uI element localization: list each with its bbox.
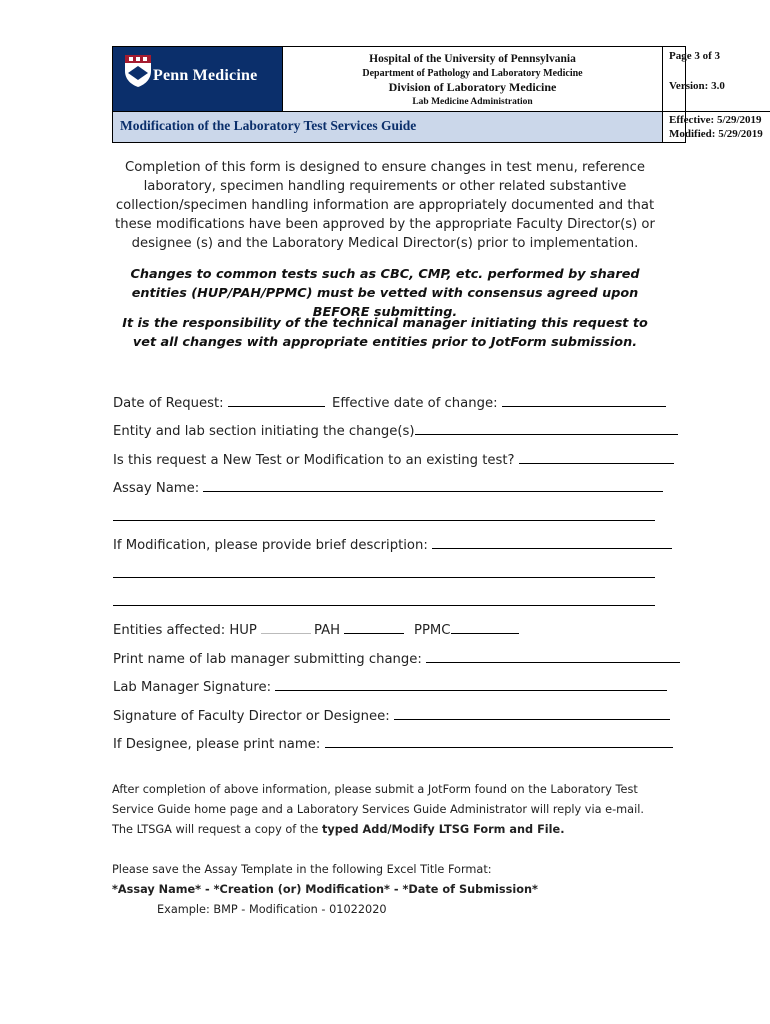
- new-or-modification-field[interactable]: [113, 449, 674, 468]
- pah-line[interactable]: [344, 619, 404, 634]
- date-of-request-label: Date of Request:: [113, 396, 224, 411]
- penn-medicine-logo: [113, 47, 283, 111]
- ppmc-line[interactable]: [451, 619, 519, 634]
- new-or-modification-line[interactable]: [519, 449, 674, 464]
- submission-instructions: [112, 780, 672, 840]
- designee-name-label: If Designee, please print name:: [113, 737, 321, 752]
- modification-description-label: If Modification, please provide brief description:: [113, 538, 428, 553]
- faculty-signature-label: Signature of Faculty Director or Designee:: [113, 709, 390, 724]
- hup-line[interactable]: [261, 619, 311, 634]
- document-title: Modification of the Laboratory Test Services Guide: [120, 118, 417, 133]
- logo-text: Penn Medicine: [153, 67, 258, 84]
- save-line: Please save the Assay Template in the following Excel Title Format:: [112, 863, 492, 876]
- modification-description-line-3[interactable]: [113, 605, 655, 606]
- print-name-field[interactable]: [113, 648, 680, 667]
- title-bar: [113, 111, 663, 142]
- responsibility-note: It is the responsibility of the technical manager initiating this request to vet all changes with appropriate entities prior to JotForm submission.: [122, 316, 648, 350]
- lab-manager-signature-line[interactable]: [275, 676, 667, 691]
- modification-description-field[interactable]: [113, 534, 672, 553]
- division-name: Division of Laboratory Medicine: [388, 80, 557, 94]
- date-of-request-line[interactable]: [228, 392, 325, 407]
- submission-line-3: [112, 820, 672, 840]
- entity-line[interactable]: [415, 420, 678, 435]
- designee-name-field[interactable]: [113, 733, 673, 752]
- title-format: *Assay Name* - *Creation (or) Modification* - *Date of Submission*: [112, 883, 538, 896]
- submission-line-1: After completion of above information, please submit a JotForm found on the Laboratory Test: [112, 783, 638, 796]
- shared-entities-note: Changes to common tests such as CBC, CMP, etc. performed by shared entities (HUP/PAH/PPMC) must be vetted with consensus agreed upon BEFORE submitting.: [130, 267, 640, 320]
- effective-date-line[interactable]: [502, 392, 666, 407]
- department-name: Department of Pathology and Laboratory Medicine: [362, 68, 583, 79]
- header-institution: [283, 47, 663, 111]
- effective-date: Effective: 5/29/2019: [669, 114, 762, 126]
- faculty-signature-field[interactable]: [113, 705, 670, 724]
- hospital-name: Hospital of the University of Pennsylvania: [369, 53, 576, 65]
- intro-paragraph: Completion of this form is designed to ensure changes in test menu, reference laboratory, specimen handling requirements or other related substantive collection/specimen handling information are appropriately documented and that these modifications have been approved by the appropriate Faculty Director(s) or designee (s) and the Laboratory Medical Director(s) prior to implementation.: [115, 160, 655, 251]
- entity-field[interactable]: [113, 420, 678, 439]
- modification-description-line[interactable]: [432, 534, 672, 549]
- new-or-modification-label: Is this request a New Test or Modification to an existing test?: [113, 453, 515, 468]
- ppmc-field[interactable]: [414, 619, 519, 638]
- ppmc-label: PPMC: [414, 623, 451, 638]
- entities-affected-label: Entities affected: HUP: [113, 623, 257, 638]
- date-of-request-field[interactable]: [113, 392, 325, 411]
- admin-name: Lab Medicine Administration: [412, 97, 533, 107]
- print-name-label: Print name of lab manager submitting change:: [113, 652, 422, 667]
- modification-description-line-2[interactable]: [113, 577, 655, 578]
- page-number: Page 3 of 3: [669, 50, 721, 62]
- assay-name-field[interactable]: [113, 477, 663, 496]
- pah-label: PAH: [314, 623, 341, 638]
- faculty-signature-line[interactable]: [394, 705, 670, 720]
- print-name-line[interactable]: [426, 648, 680, 663]
- lab-manager-signature-field[interactable]: [113, 676, 667, 695]
- lab-manager-signature-label: Lab Manager Signature:: [113, 680, 272, 695]
- submission-line-3-text: The LTSGA will request a copy of the: [112, 823, 322, 836]
- date-info: [663, 111, 770, 142]
- effective-date-label: Effective date of change:: [332, 396, 498, 411]
- entity-label: Entity and lab section initiating the change(s): [113, 424, 415, 439]
- submission-line-3-bold: typed Add/Modify LTSG Form and File.: [321, 823, 565, 836]
- designee-name-line[interactable]: [325, 733, 673, 748]
- entities-affected-field[interactable]: [113, 619, 311, 638]
- modified-date: Modified: 5/29/2019: [669, 128, 763, 140]
- assay-name-line[interactable]: [203, 477, 663, 492]
- save-instructions: [112, 860, 672, 920]
- pah-field[interactable]: [314, 619, 404, 638]
- document-header: [112, 46, 763, 143]
- page-info: [663, 47, 770, 111]
- assay-name-line-2[interactable]: [113, 520, 655, 521]
- version: Version: 3.0: [669, 80, 725, 92]
- effective-date-field[interactable]: [332, 392, 666, 411]
- assay-name-label: Assay Name:: [113, 481, 200, 496]
- title-example: Example: BMP - Modification - 01022020: [157, 903, 387, 916]
- submission-line-2: Service Guide home page and a Laboratory Services Guide Administrator will reply via e-mail.: [112, 803, 644, 816]
- shield-icon: [123, 53, 153, 88]
